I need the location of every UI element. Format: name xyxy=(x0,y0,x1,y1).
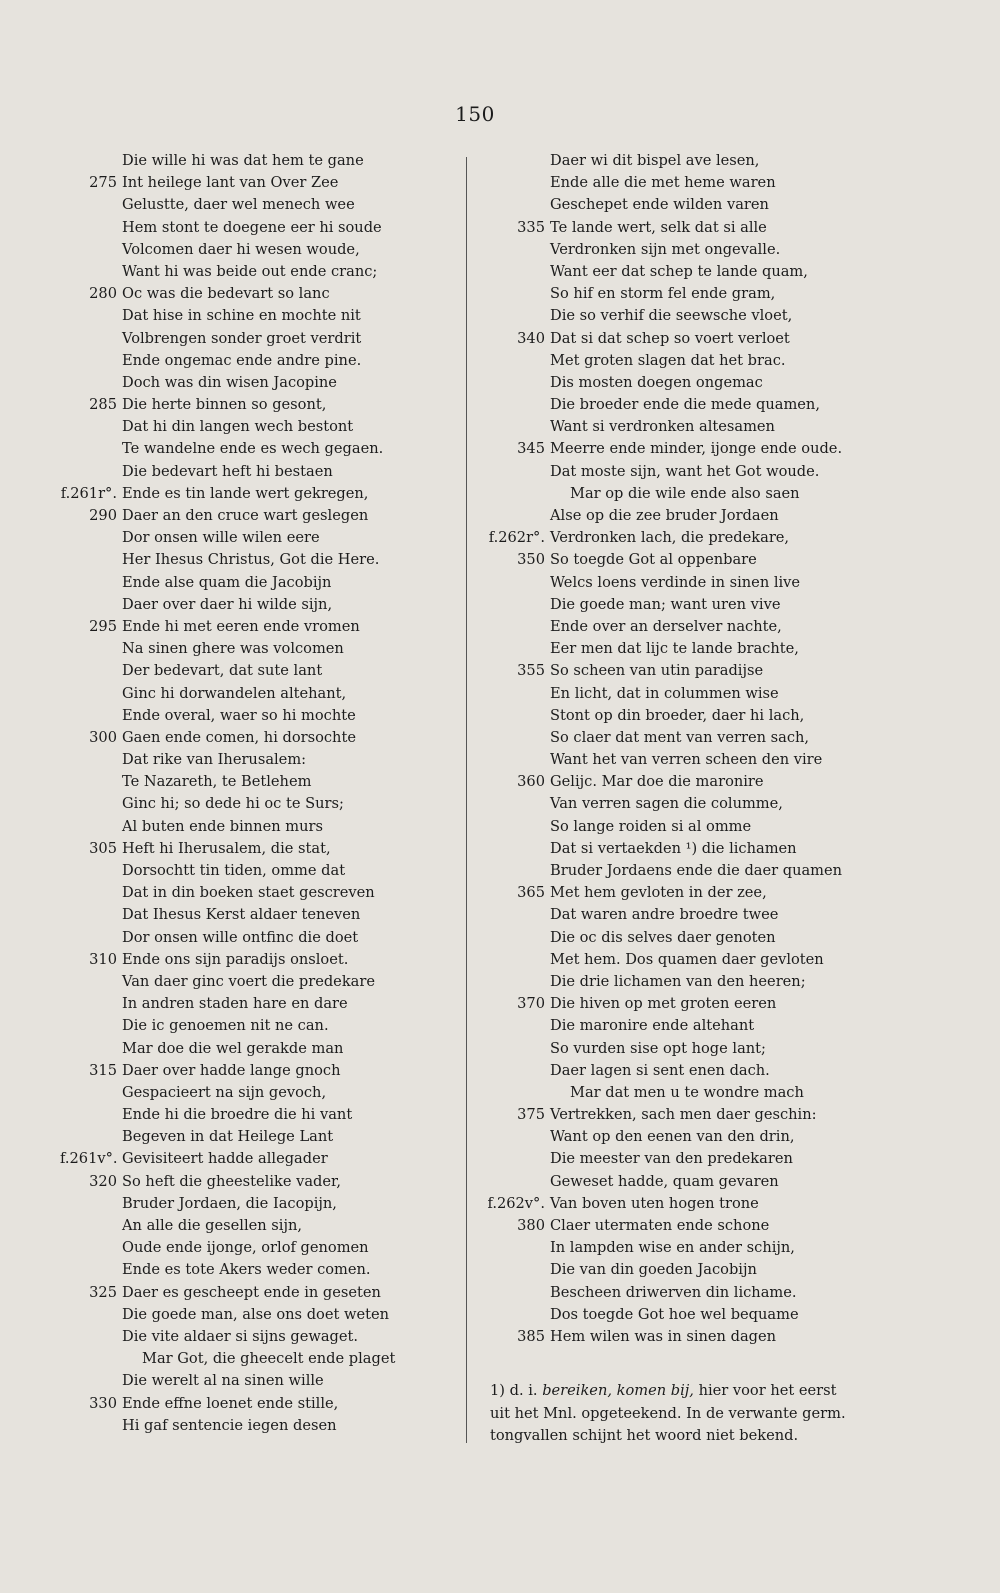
verse-line-text: Ende hi die broedre die hi vant xyxy=(122,1106,353,1124)
verse-line xyxy=(60,1348,460,1370)
verse-line-number: f.262r°. xyxy=(488,529,545,547)
footnote-marker: 1) xyxy=(490,1382,505,1399)
verse-line xyxy=(60,1148,460,1170)
verse-line xyxy=(60,1370,460,1392)
verse-line xyxy=(478,1215,898,1237)
verse-line xyxy=(60,328,460,350)
verse-line xyxy=(478,461,898,483)
verse-line-text: Dorsochtt tin tiden, omme dat xyxy=(122,862,346,879)
verse-line xyxy=(478,594,898,616)
verse-line-text: Ende over an derselver nachte, xyxy=(550,617,782,635)
verse-line xyxy=(60,816,460,838)
verse-line-number: 305 xyxy=(89,839,117,857)
verse-line xyxy=(478,1104,898,1126)
verse-line-text: Dat waren andre broedre twee xyxy=(550,906,779,924)
verse-line-text: So claer dat ment van verren sach, xyxy=(550,728,810,746)
verse-line xyxy=(478,1304,898,1326)
right-verse-column xyxy=(478,150,898,1348)
verse-line-text: Int heilege lant van Over Zee xyxy=(122,174,339,192)
verse-line-text: Van daer ginc voert die predekare xyxy=(122,972,375,990)
verse-line-text: Dat si dat schep so voert verloet xyxy=(550,329,790,347)
verse-line-number: f.261v°. xyxy=(60,1150,118,1168)
verse-line-text: Mar doe die wel gerakde man xyxy=(122,1039,344,1057)
verse-line-text: Die maronire ende altehant xyxy=(550,1017,755,1035)
verse-line-text: Die broeder ende die mede quamen, xyxy=(550,396,820,414)
verse-line-text: Ende es tote Akers weder comen. xyxy=(122,1261,371,1279)
verse-line xyxy=(60,483,460,505)
verse-line-number: 365 xyxy=(517,884,545,902)
verse-line-text: Ende overal, waer so hi mochte xyxy=(122,706,356,724)
verse-line xyxy=(60,1193,460,1215)
verse-line xyxy=(60,638,460,660)
page-number: 150 xyxy=(455,102,495,126)
verse-line-text: Ende alle die met heme waren xyxy=(550,174,776,192)
verse-line xyxy=(478,882,898,904)
verse-line xyxy=(478,860,898,882)
verse-line xyxy=(478,838,898,860)
verse-line xyxy=(478,483,898,505)
verse-line xyxy=(478,1282,898,1304)
verse-line-number: 340 xyxy=(517,329,545,347)
verse-line-text: Doch was din wisen Jacopine xyxy=(122,373,337,391)
verse-line xyxy=(478,505,898,527)
verse-line-number: 380 xyxy=(517,1217,545,1234)
verse-line xyxy=(478,1326,898,1348)
verse-line-text: Gevisiteert hadde allegader xyxy=(122,1150,328,1168)
verse-line-text: Met hem gevloten in der zee, xyxy=(550,884,767,902)
verse-line xyxy=(478,172,898,194)
column-divider xyxy=(466,157,467,1443)
verse-line-text: So scheen van utin paradijse xyxy=(550,662,764,680)
verse-line-text: Her Ihesus Christus, Got die Here. xyxy=(122,551,380,569)
verse-line xyxy=(60,416,460,438)
verse-line xyxy=(60,527,460,549)
verse-line xyxy=(478,217,898,239)
verse-line xyxy=(478,150,898,172)
verse-line xyxy=(478,793,898,815)
verse-line xyxy=(478,927,898,949)
verse-line-text: Dor onsen wille wilen eere xyxy=(122,529,320,547)
verse-line xyxy=(60,505,460,527)
verse-line xyxy=(478,283,898,305)
verse-line-number: 325 xyxy=(89,1283,117,1301)
verse-line-text: So vurden sise opt hoge lant; xyxy=(550,1039,766,1057)
verse-line xyxy=(60,217,460,239)
verse-line-text: Geschepet ende wilden varen xyxy=(550,196,769,214)
verse-line xyxy=(60,1104,460,1126)
verse-line xyxy=(60,594,460,616)
verse-line-text: Die hiven op met groten eeren xyxy=(550,995,777,1013)
verse-line xyxy=(60,1326,460,1348)
verse-line-text: Hem stont te doegene eer hi soude xyxy=(122,218,382,236)
verse-line xyxy=(60,1126,460,1148)
verse-line-text: Volbrengen sonder groet verdrit xyxy=(122,329,362,347)
footnote-line: tongvallen schijnt het woord niet bekend. xyxy=(490,1427,799,1444)
verse-line xyxy=(60,793,460,815)
verse-line-text: Die vite aldaer si sijns gewaget. xyxy=(122,1327,359,1345)
verse-line-text: Te Nazareth, te Betlehem xyxy=(122,773,312,791)
verse-line-number: 385 xyxy=(517,1327,545,1345)
verse-line-text: Ende es tin lande wert gekregen, xyxy=(122,484,369,502)
verse-line-text: Die so verhif die seewsche vloet, xyxy=(550,307,793,325)
verse-line xyxy=(60,1015,460,1037)
footnote-line xyxy=(490,1380,890,1403)
verse-line-text: En licht, dat in colummen wise xyxy=(550,684,779,702)
verse-line xyxy=(60,150,460,172)
verse-line xyxy=(60,927,460,949)
verse-line xyxy=(478,527,898,549)
verse-line-number: 350 xyxy=(517,551,545,569)
verse-line xyxy=(60,993,460,1015)
verse-line-text: Heft hi Iherusalem, die stat, xyxy=(122,839,331,857)
verse-line xyxy=(60,660,460,682)
verse-line-text: Daer lagen si sent enen dach. xyxy=(550,1061,770,1079)
verse-line-number: 360 xyxy=(517,773,545,791)
verse-line xyxy=(478,683,898,705)
verse-line xyxy=(60,172,460,194)
verse-line-text: Claer utermaten ende schone xyxy=(550,1217,770,1234)
verse-line xyxy=(60,1215,460,1237)
verse-line-text: Ende ongemac ende andre pine. xyxy=(122,351,362,369)
verse-line xyxy=(478,416,898,438)
verse-line xyxy=(478,1038,898,1060)
verse-line-text: So heft die gheestelike vader, xyxy=(122,1172,342,1190)
verse-line-number: 310 xyxy=(89,950,117,968)
verse-line-text: Die meester van den predekaren xyxy=(550,1150,793,1168)
verse-line xyxy=(60,438,460,460)
verse-line-number: 275 xyxy=(89,174,117,192)
verse-line-text: So toegde Got al oppenbare xyxy=(550,551,757,569)
verse-line xyxy=(478,194,898,216)
verse-line-number: 290 xyxy=(89,507,117,524)
verse-line-text: In andren staden hare en dare xyxy=(122,995,348,1013)
verse-line xyxy=(60,616,460,638)
verse-line xyxy=(60,705,460,727)
verse-line-text: Want het van verren scheen den vire xyxy=(550,751,823,769)
verse-line xyxy=(60,727,460,749)
verse-line-number: 295 xyxy=(89,617,117,635)
verse-line-text: Van verren sagen die columme, xyxy=(550,795,783,813)
verse-line-text: Oc was die bedevart so lanc xyxy=(122,285,330,303)
verse-line xyxy=(478,1148,898,1170)
verse-line-text: Dat Ihesus Kerst aldaer teneven xyxy=(122,906,361,924)
verse-line-number: 315 xyxy=(89,1061,117,1079)
footnote-prefix: d. i. xyxy=(509,1382,538,1399)
verse-line xyxy=(478,949,898,971)
verse-line xyxy=(478,261,898,283)
verse-line-text: Volcomen daer hi wesen woude, xyxy=(122,240,360,258)
verse-line xyxy=(60,949,460,971)
verse-line xyxy=(60,194,460,216)
verse-line-text: In lampden wise en ander schijn, xyxy=(550,1239,795,1257)
verse-line-text: Van boven uten hogen trone xyxy=(550,1194,759,1212)
verse-line-text: Die werelt al na sinen wille xyxy=(122,1372,324,1390)
verse-line xyxy=(478,572,898,594)
verse-line-text: Mar Got, die gheecelt ende plaget xyxy=(142,1350,396,1368)
verse-line xyxy=(60,372,460,394)
verse-line xyxy=(60,1171,460,1193)
verse-line xyxy=(60,882,460,904)
verse-line xyxy=(60,394,460,416)
verse-line xyxy=(478,1082,898,1104)
verse-line-text: Dat si vertaekden ¹) die lichamen xyxy=(550,839,797,857)
verse-line xyxy=(60,1304,460,1326)
verse-line xyxy=(478,816,898,838)
verse-line-text: Vertrekken, sach men daer geschin: xyxy=(550,1106,817,1124)
verse-line-text: Dat hise in schine en mochte nit xyxy=(122,307,361,325)
verse-line-text: Te lande wert, selk dat si alle xyxy=(550,218,767,236)
verse-line xyxy=(60,239,460,261)
verse-line xyxy=(478,971,898,993)
verse-line-text: Want op den eenen van den drin, xyxy=(550,1128,795,1146)
verse-line-text: Verdronken lach, die predekare, xyxy=(550,529,790,547)
verse-line-text: Die drie lichamen van den heeren; xyxy=(550,972,806,990)
verse-line xyxy=(478,372,898,394)
verse-line-text: Na sinen ghere was volcomen xyxy=(122,640,344,658)
verse-line xyxy=(478,549,898,571)
verse-line-text: Die ic genoemen nit ne can. xyxy=(122,1017,329,1035)
verse-line-text: Want eer dat schep te lande quam, xyxy=(550,262,808,280)
verse-line-text: An alle die gesellen sijn, xyxy=(122,1217,303,1234)
verse-line-number: 370 xyxy=(517,995,545,1013)
verse-line-text: Hem wilen was in sinen dagen xyxy=(550,1327,777,1345)
verse-line xyxy=(60,461,460,483)
verse-line-text: Bescheen driwerven din lichame. xyxy=(550,1283,797,1301)
verse-line-text: Gespacieert na sijn gevoch, xyxy=(122,1083,327,1101)
verse-line-text: Bruder Jordaens ende die daer quamen xyxy=(550,862,843,879)
verse-line-text: Ginc hi dorwandelen altehant, xyxy=(122,684,347,702)
verse-line xyxy=(478,771,898,793)
verse-line xyxy=(60,971,460,993)
verse-line-number: f.262v°. xyxy=(487,1194,545,1212)
verse-line-text: Die herte binnen so gesont, xyxy=(122,396,327,414)
verse-line xyxy=(60,1415,460,1437)
verse-line xyxy=(60,350,460,372)
verse-line-text: Ende alse quam die Jacobijn xyxy=(122,573,332,591)
verse-line-text: Dat rike van Iherusalem: xyxy=(122,751,307,769)
verse-line-text: Stont op din broeder, daer hi lach, xyxy=(550,706,805,724)
verse-line xyxy=(478,350,898,372)
verse-line xyxy=(478,239,898,261)
verse-line-text: Hi gaf sentencie iegen desen xyxy=(122,1416,337,1434)
verse-line xyxy=(60,283,460,305)
verse-line xyxy=(60,1393,460,1415)
verse-line-text: Ende effne loenet ende stille, xyxy=(122,1394,339,1412)
left-verse-column xyxy=(60,150,460,1437)
verse-line-text: Want si verdronken altesamen xyxy=(550,418,775,436)
verse-line xyxy=(478,616,898,638)
verse-line-number: f.261r°. xyxy=(60,484,117,502)
verse-line xyxy=(60,1237,460,1259)
verse-line-text: Begeven in dat Heilege Lant xyxy=(122,1128,334,1146)
verse-line-text: Daer over hadde lange gnoch xyxy=(122,1061,341,1079)
verse-line xyxy=(478,727,898,749)
verse-line xyxy=(478,904,898,926)
verse-line-text: Dat moste sijn, want het Got woude. xyxy=(550,462,820,480)
verse-line-number: 375 xyxy=(517,1106,545,1124)
verse-line xyxy=(478,328,898,350)
verse-line xyxy=(60,305,460,327)
verse-line xyxy=(478,1237,898,1259)
verse-line-text: Dos toegde Got hoe wel bequame xyxy=(550,1305,799,1323)
verse-line-text: Ende ons sijn paradijs onsloet. xyxy=(122,950,349,968)
verse-line-text: Mar dat men u te wondre mach xyxy=(570,1083,804,1101)
verse-line-text: Meerre ende minder, ijonge ende oude. xyxy=(550,440,843,458)
verse-line-text: Ende hi met eeren ende vromen xyxy=(122,617,360,635)
verse-line-text: Mar op die wile ende also saen xyxy=(570,484,800,502)
verse-line-number: 280 xyxy=(89,285,117,303)
verse-line xyxy=(60,838,460,860)
verse-line xyxy=(60,1082,460,1104)
verse-line-text: Welcs loens verdinde in sinen live xyxy=(550,573,801,591)
verse-line xyxy=(478,1126,898,1148)
verse-line-text: Ginc hi; so dede hi oc te Surs; xyxy=(122,795,344,813)
verse-line xyxy=(478,660,898,682)
verse-line-text: Dat in din boeken staet gescreven xyxy=(122,884,375,902)
verse-line-text: Dor onsen wille ontfinc die doet xyxy=(122,928,359,946)
verse-line-text: Die goede man, alse ons doet weten xyxy=(122,1305,389,1323)
verse-line-number: 330 xyxy=(89,1394,117,1412)
verse-line xyxy=(478,638,898,660)
footnote xyxy=(490,1380,890,1448)
verse-line xyxy=(478,993,898,1015)
verse-line-text: Daer over daer hi wilde sijn, xyxy=(122,595,333,613)
verse-line-number: 320 xyxy=(89,1172,117,1190)
verse-line-text: Die bedevart heft hi bestaen xyxy=(122,462,333,480)
verse-line xyxy=(478,394,898,416)
verse-line xyxy=(60,572,460,594)
verse-line xyxy=(60,771,460,793)
verse-line-text: So lange roiden si al omme xyxy=(550,817,752,835)
verse-line xyxy=(478,438,898,460)
verse-line-text: Oude ende ijonge, orlof genomen xyxy=(122,1239,369,1257)
verse-line xyxy=(478,749,898,771)
verse-line-text: Daer wi dit bispel ave lesen, xyxy=(550,152,760,169)
verse-line-text: Met hem. Dos quamen daer gevloten xyxy=(550,950,824,968)
verse-line-text: So hif en storm fel ende gram, xyxy=(550,285,776,303)
verse-line-text: Gaen ende comen, hi dorsochte xyxy=(122,728,356,746)
verse-line xyxy=(60,860,460,882)
verse-line xyxy=(478,1193,898,1215)
verse-line-text: Met groten slagen dat het brac. xyxy=(550,351,786,369)
verse-line xyxy=(478,705,898,727)
verse-line xyxy=(478,1171,898,1193)
verse-line-text: Al buten ende binnen murs xyxy=(122,817,323,835)
verse-line-text: Die wille hi was dat hem te gane xyxy=(122,152,364,169)
verse-line-text: Die oc dis selves daer genoten xyxy=(550,928,776,946)
verse-line xyxy=(478,1060,898,1082)
verse-line xyxy=(478,305,898,327)
verse-line-text: Eer men dat lijc te lande brachte, xyxy=(550,640,799,658)
verse-line-text: Geweset hadde, quam gevaren xyxy=(550,1172,779,1190)
verse-line-text: Der bedevart, dat sute lant xyxy=(122,662,323,680)
verse-line-text: Daer an den cruce wart geslegen xyxy=(122,507,369,524)
verse-line xyxy=(60,1282,460,1304)
verse-line-text: Dat hi din langen wech bestont xyxy=(122,418,354,436)
verse-line-text: Alse op die zee bruder Jordaen xyxy=(550,507,779,524)
verse-line xyxy=(60,749,460,771)
verse-line-number: 335 xyxy=(517,218,545,236)
verse-line xyxy=(60,683,460,705)
verse-line-text: Dis mosten doegen ongemac xyxy=(550,373,763,391)
verse-line xyxy=(478,1259,898,1281)
footnote-text: hier voor het eerst xyxy=(698,1382,837,1399)
footnote-line: uit het Mnl. opgeteekend. In de verwante germ. xyxy=(490,1404,846,1422)
verse-line-number: 345 xyxy=(517,440,545,458)
verse-line-text: Gelijc. Mar doe die maronire xyxy=(550,773,764,791)
verse-line-number: 300 xyxy=(89,728,117,746)
verse-line xyxy=(60,904,460,926)
verse-line xyxy=(478,1015,898,1037)
verse-line xyxy=(60,1060,460,1082)
verse-line-text: Verdronken sijn met ongevalle. xyxy=(550,240,781,258)
verse-line xyxy=(60,1038,460,1060)
verse-line xyxy=(60,1259,460,1281)
verse-line xyxy=(60,261,460,283)
verse-line-number: 355 xyxy=(517,662,545,680)
verse-line-text: Bruder Jordaen, die Iacopijn, xyxy=(122,1194,337,1212)
verse-line-text: Gelustte, daer wel menech wee xyxy=(122,196,355,214)
verse-line-number: 285 xyxy=(89,396,117,414)
verse-line-text: Die goede man; want uren vive xyxy=(550,595,781,613)
verse-line-text: Die van din goeden Jacobijn xyxy=(550,1261,757,1279)
verse-line-text: Te wandelne ende es wech gegaen. xyxy=(122,440,384,458)
verse-line-text: Daer es gescheept ende in geseten xyxy=(122,1283,381,1301)
verse-line xyxy=(60,549,460,571)
verse-line-text: Want hi was beide out ende cranc; xyxy=(122,262,378,280)
footnote-italic-term: bereiken, komen bij, xyxy=(542,1382,694,1399)
